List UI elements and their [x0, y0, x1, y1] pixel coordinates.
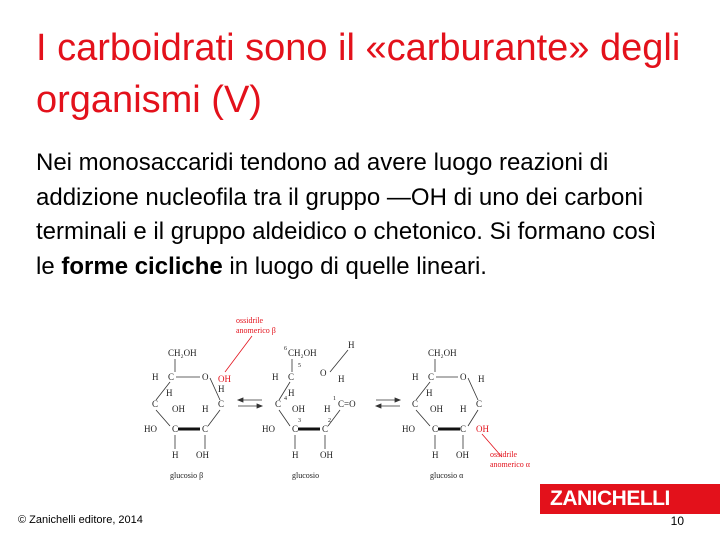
beta-ring-o: O: [202, 372, 209, 382]
beta-h5: H: [172, 450, 179, 460]
mid-h4: H: [288, 388, 295, 398]
alpha-ch2oh: CH₂OH: [428, 348, 457, 358]
mid-c3: C: [292, 424, 299, 434]
alpha-h2: H: [426, 388, 433, 398]
mid-o: O: [320, 368, 327, 378]
beta-label-line1: ossidrile: [236, 316, 264, 325]
zanichelli-logo: ZANICHELLI: [540, 484, 720, 514]
glucose-cyclization-diagram: [130, 312, 560, 487]
alpha-h1: H: [412, 372, 419, 382]
mid-c5: C: [288, 372, 295, 382]
beta-c4: C: [152, 399, 159, 409]
beta-ho: HO: [144, 424, 157, 434]
mid-num1: 1: [333, 396, 336, 402]
mid-num2: 2: [328, 418, 331, 424]
beta-c3: C: [172, 424, 179, 434]
beta-pointer-line: [225, 336, 252, 372]
alpha-h-right: H: [478, 374, 485, 384]
beta-oh-red: OH: [218, 374, 231, 384]
alpha-h3: H: [460, 404, 467, 414]
beta-c5: C: [168, 372, 175, 382]
beta-label-line2: anomerico β: [236, 326, 276, 335]
beta-h4: H: [218, 384, 225, 394]
beta-oh4: OH: [172, 404, 185, 414]
glucose-alpha-structure: [402, 348, 489, 460]
mid-c-eq-o: C=O: [338, 399, 356, 409]
mid-h-top: H: [348, 340, 355, 350]
alpha-c4: C: [412, 399, 419, 409]
beta-c2: C: [202, 424, 209, 434]
mid-h5: H: [272, 372, 279, 382]
mid-ho: HO: [262, 424, 275, 434]
mid-num6: 6: [284, 346, 287, 352]
mid-h3: H: [324, 404, 331, 414]
alpha-label-line2: anomerico α: [490, 460, 530, 469]
mid-oh4: OH: [292, 404, 305, 414]
mid-ch2oh: CH₂OH: [288, 348, 317, 358]
page-number: 10: [670, 514, 684, 528]
alpha-c5: C: [428, 372, 435, 382]
mid-h-bottom1: H: [292, 450, 299, 460]
name-glucosio: glucosio: [292, 471, 320, 480]
copyright-footer: © Zanichelli editore, 2014: [18, 514, 143, 526]
mid-c2: C: [322, 424, 329, 434]
slide-title: I carboidrati sono il «carburante» degli organismi (V): [36, 27, 681, 121]
alpha-oh3: OH: [456, 450, 469, 460]
beta-oh3: OH: [196, 450, 209, 460]
body-text-bold: forme cicliche: [61, 252, 223, 280]
alpha-oh4: OH: [430, 404, 443, 414]
beta-h1: H: [152, 372, 159, 382]
beta-h3: H: [202, 404, 209, 414]
alpha-oh-red: OH: [476, 424, 489, 434]
alpha-c1: C: [476, 399, 483, 409]
alpha-ring-o: O: [460, 372, 467, 382]
alpha-label-line1: ossidrile: [490, 450, 518, 459]
body-text-part1: Nei monosaccaridi tendono ad avere luogo reazioni di addizione nucleofila tra il gruppo —OH di uno dei carboni terminali e il gruppo aldeidico o chetonico. Si formano così le: [36, 149, 657, 280]
alpha-ho: HO: [402, 424, 415, 434]
mid-h-right: H: [338, 374, 345, 384]
slide-body-text: [36, 146, 676, 284]
mid-num4: 4: [284, 396, 287, 402]
glucose-open-chain-structure: [262, 340, 356, 460]
alpha-h5: H: [432, 450, 439, 460]
mid-oh-bottom: OH: [320, 450, 333, 460]
equilibrium-arrow-left: [238, 398, 262, 408]
beta-ch2oh: CH₂OH: [168, 348, 197, 358]
name-glucosio-beta: glucosio β: [170, 471, 204, 480]
equilibrium-arrow-right: [376, 398, 400, 408]
mid-num3: 3: [298, 418, 301, 424]
alpha-c2: C: [460, 424, 467, 434]
name-glucosio-alpha: glucosio α: [430, 471, 464, 480]
mid-num5: 5: [298, 363, 301, 369]
beta-c1: C: [218, 399, 225, 409]
glucose-beta-structure: [144, 348, 231, 460]
mid-c4: C: [275, 399, 282, 409]
body-text-part2: in luogo di quelle lineari.: [222, 252, 487, 280]
alpha-c3: C: [432, 424, 439, 434]
beta-h2: H: [166, 388, 173, 398]
